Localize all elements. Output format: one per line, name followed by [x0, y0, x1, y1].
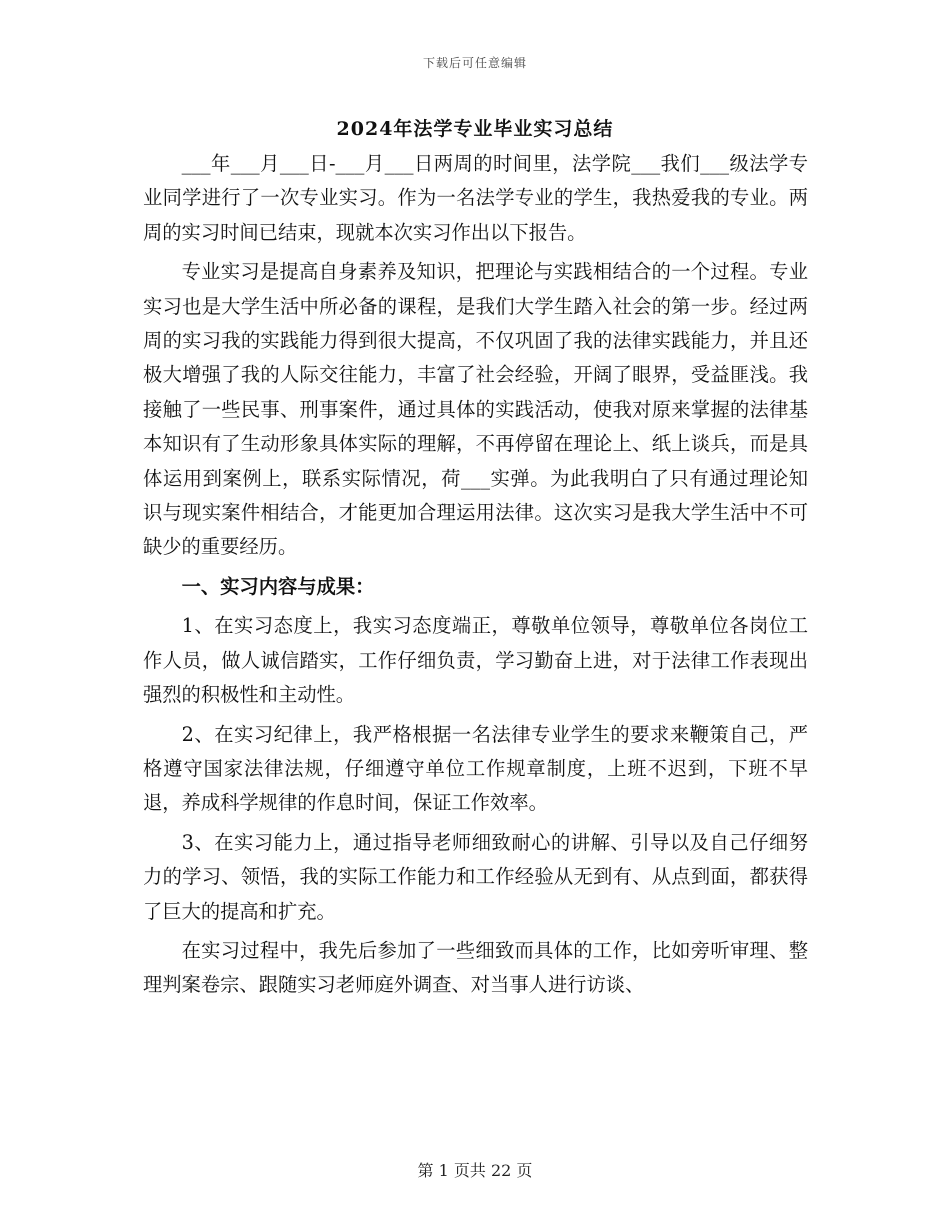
- page-number: 第 1 页共 22 页: [417, 1161, 533, 1180]
- document-body: [143, 147, 808, 1003]
- paragraph-intro: ___年___月___日-___月___日两周的时间里，法学院___我们___级法学专业同学进行了一次专业实习。作为一名法学专业的学生，我热爱我的专业。两周的实习时间已结束，现就本次实习作出以下报告。: [143, 152, 808, 244]
- paragraph-process: 在实习过程中，我先后参加了一些细致而具体的工作，比如旁听审理、整理判案卷宗、跟随实习老师庭外调查、对当事人进行访谈、: [143, 938, 808, 997]
- paragraph-attitude: 1、在实习态度上，我实习态度端正，尊敬单位领导，尊敬单位各岗位工作人员，做人诚信踏实，工作仔细负责，学习勤奋上进，对于法律工作表现出强烈的积极性和主动性。: [143, 614, 808, 707]
- paragraph-discipline: 2、在实习纪律上，我严格根据一名法律专业学生的要求来鞭策自己，严格遵守国家法律法规，仔细遵守单位工作规章制度，上班不迟到，下班不早退，养成科学规律的作息时间，保证工作效率。: [143, 722, 808, 815]
- page-header-note: 下载后可任意编辑: [422, 56, 527, 70]
- section-heading-content-results: 一、实习内容与成果：: [181, 574, 375, 598]
- paragraph-ability: 3、在实习能力上，通过指导老师细致耐心的讲解、引导以及自己仔细努力的学习、领悟，我的实际工作能力和工作经验从无到有、从点到面，都获得了巨大的提高和扩充。: [143, 830, 808, 923]
- paragraph-significance: 专业实习是提高自身素养及知识，把理论与实践相结合的一个过程。专业实习也是大学生活中所必备的课程，是我们大学生踏入社会的第一步。经过两周的实习我的实践能力得到很大提高，不仅巩固了我的法律实践能力，并且还极大增强了我的人际交往能力，丰富了社会经验，开阔了眼界，受益匪浅。我接触了一些民事、刑事案件，通过具体的实践活动，使我对原来掌握的法律基本知识有了生动形象具体实际的理解，不再停留在理论上、纸上谈兵，而是具体运用到案例上，联系实际情况，荷___实弹。为此我明白了只有通过理论知识与现实案件相结合，才能更加合理运用法律。这次实习是我大学生活中不可缺少的重要经历。: [143, 260, 808, 559]
- document-title: 2024年法学专业毕业实习总结: [336, 118, 614, 140]
